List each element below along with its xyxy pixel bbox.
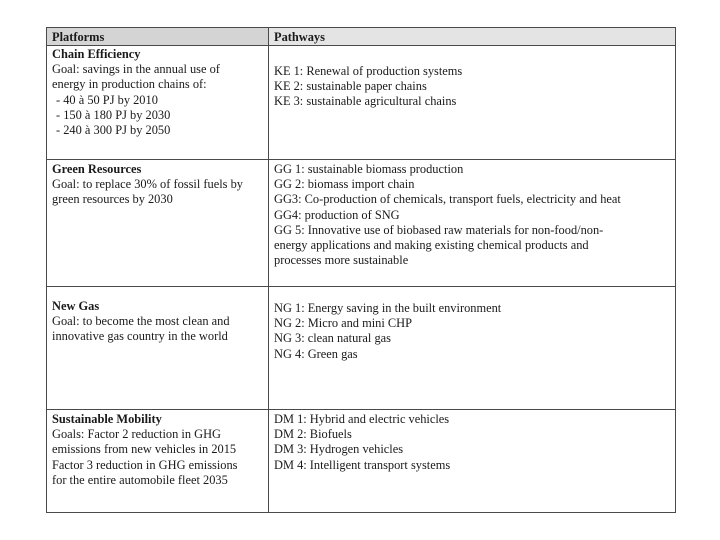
pathway-item: KE 3: sustainable agricultural chains — [274, 94, 457, 109]
goal-line: Goal: to become the most clean and — [52, 314, 230, 329]
pathways-cell — [269, 46, 676, 160]
platform-cell — [47, 46, 269, 160]
goal-line: energy in production chains of: — [52, 77, 207, 92]
header-row — [47, 28, 676, 46]
table-row-chain-efficiency — [47, 46, 676, 160]
platform-name: New Gas — [52, 299, 100, 313]
pathway-item: DM 2: Biofuels — [274, 427, 352, 442]
goal-target-item: - 150 à 180 PJ by 2030 — [52, 108, 264, 123]
pathway-item: NG 2: Micro and mini CHP — [274, 316, 413, 331]
goal-line: innovative gas country in the world — [52, 329, 228, 344]
pathway-item: NG 4: Green gas — [274, 346, 358, 361]
platform-name: Chain Efficiency — [52, 47, 141, 61]
platforms-pathways-table — [46, 27, 676, 513]
goal-line: for the entire automobile fleet 2035 — [52, 472, 228, 487]
goal-target-list — [52, 93, 264, 139]
goal-line: Goals: Factor 2 reduction in GHG — [52, 427, 221, 442]
platform-cell — [47, 160, 269, 287]
goal-target-item: - 40 à 50 PJ by 2010 — [52, 93, 264, 108]
table-row-green-resources — [47, 160, 676, 287]
pathway-item: DM 3: Hydrogen vehicles — [274, 442, 404, 457]
pathway-item: KE 1: Renewal of production systems — [274, 64, 463, 78]
pathway-item: DM 4: Intelligent transport systems — [274, 457, 451, 472]
platform-name: Sustainable Mobility — [52, 412, 162, 426]
platform-cell — [47, 410, 269, 513]
pathway-item: NG 1: Energy saving in the built environment — [274, 301, 502, 315]
pathways-cell — [269, 410, 676, 513]
table-row-new-gas — [47, 287, 676, 410]
pathways-cell — [269, 160, 676, 287]
pathway-item: DM 1: Hybrid and electric vehicles — [274, 412, 450, 426]
goal-line: Goal: to replace 30% of fossil fuels by — [52, 177, 243, 192]
pathway-item: GG4: production of SNG — [274, 207, 400, 222]
goal-line: green resources by 2030 — [52, 192, 173, 207]
goal-line: Factor 3 reduction in GHG emissions — [52, 457, 238, 472]
goal-target-item: - 240 à 300 PJ by 2050 — [52, 123, 264, 138]
pathway-item: KE 2: sustainable paper chains — [274, 79, 427, 94]
pathway-item: NG 3: clean natural gas — [274, 331, 391, 346]
pathway-item: GG 5: Innovative use of biobased raw materials for non-food/non- — [274, 222, 604, 237]
pathway-item: energy applications and making existing chemical products and — [274, 238, 589, 253]
platforms-header: Platforms — [47, 28, 269, 46]
goal-line: emissions from new vehicles in 2015 — [52, 442, 237, 457]
pathway-item: GG 1: sustainable biomass production — [274, 162, 464, 176]
platform-cell — [47, 287, 269, 410]
pathways-header: Pathways — [269, 28, 676, 46]
pathways-cell — [269, 287, 676, 410]
goal-line: Goal: savings in the annual use of — [52, 62, 220, 77]
platform-name: Green Resources — [52, 162, 142, 176]
pathway-item: processes more sustainable — [274, 253, 409, 268]
table-row-sustainable-mobility — [47, 410, 676, 513]
pathway-item: GG 2: biomass import chain — [274, 177, 415, 192]
pathway-item: GG3: Co-production of chemicals, transport fuels, electricity and heat — [274, 192, 621, 207]
